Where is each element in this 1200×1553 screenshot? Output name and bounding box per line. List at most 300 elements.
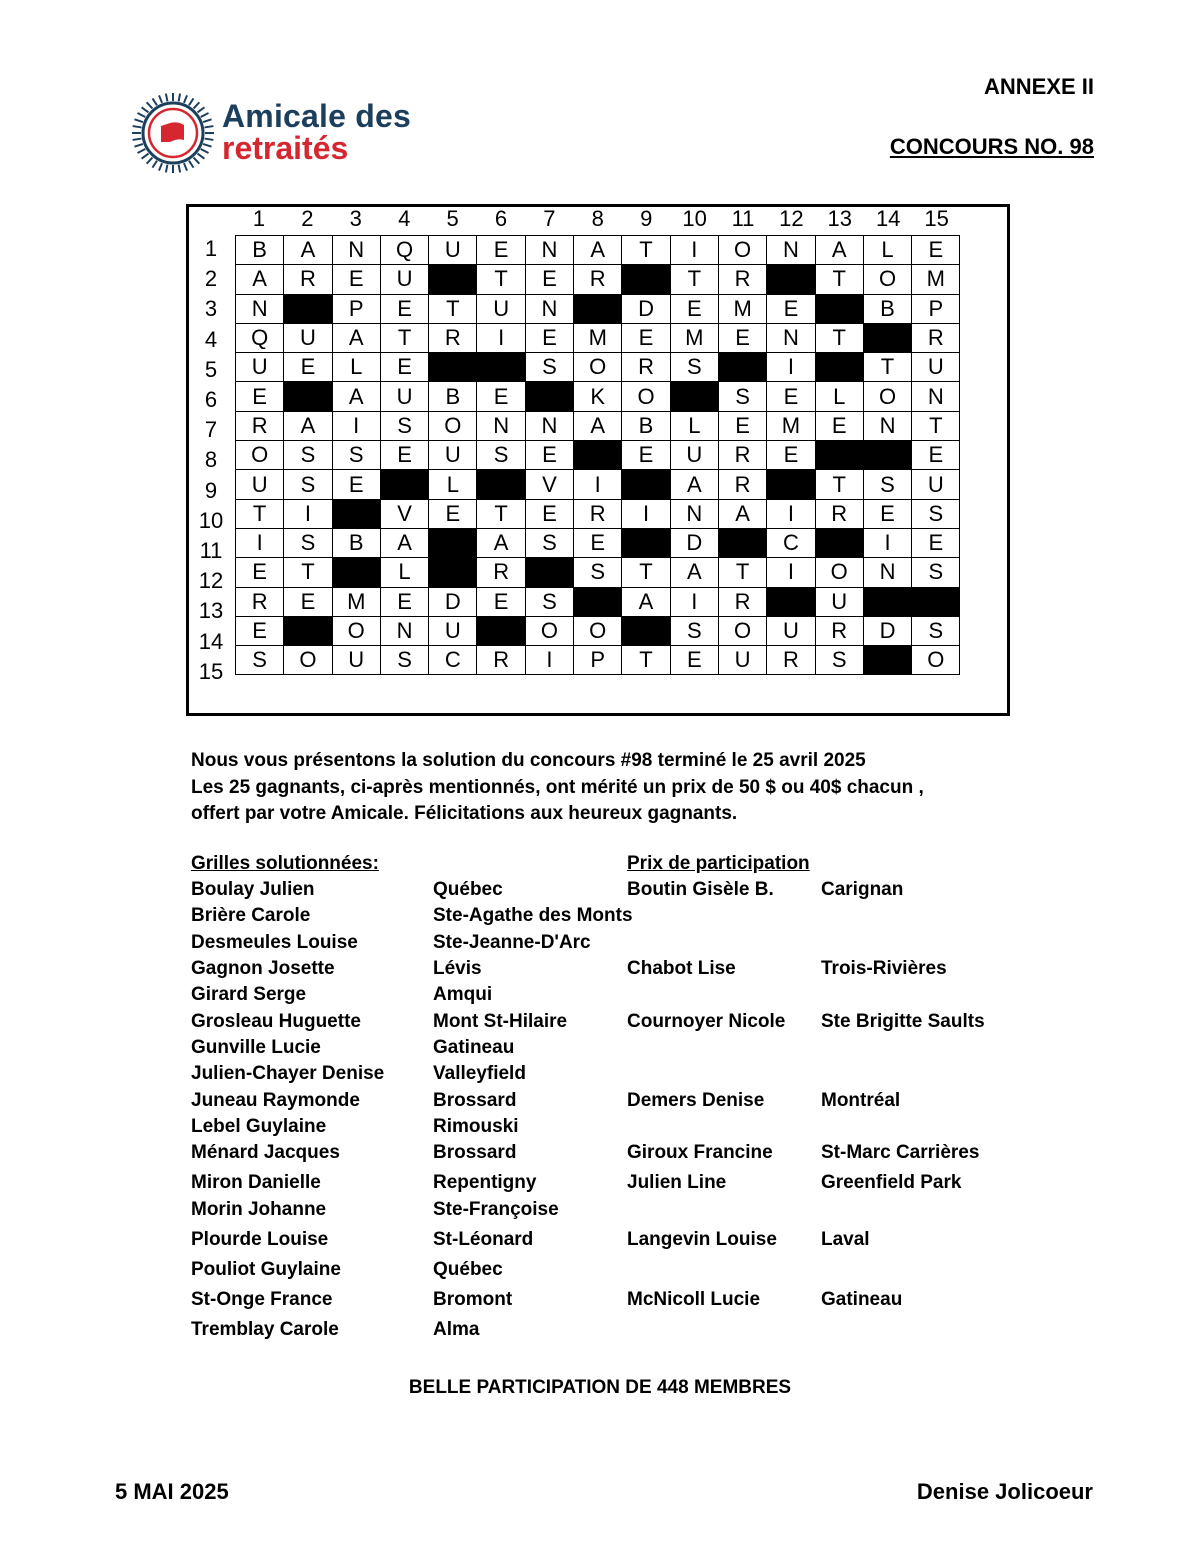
- crossword-letter-cell: N: [525, 294, 573, 323]
- crossword-letter-cell: E: [815, 411, 863, 440]
- crossword-letter-cell: A: [332, 382, 380, 411]
- crossword-letter-cell: R: [718, 265, 766, 294]
- crossword-black-cell: [863, 441, 911, 470]
- crossword-letter-cell: E: [718, 411, 766, 440]
- row-number: 3: [204, 296, 218, 322]
- crossword-letter-cell: I: [670, 236, 718, 265]
- crossword-letter-cell: L: [670, 411, 718, 440]
- crossword-letter-cell: B: [332, 528, 380, 557]
- crossword-black-cell: [525, 382, 573, 411]
- crossword-letter-cell: T: [622, 236, 670, 265]
- crossword-letter-cell: R: [718, 587, 766, 616]
- crossword-black-cell: [332, 558, 380, 587]
- column-number: 4: [398, 206, 411, 231]
- crossword-letter-cell: D: [670, 528, 718, 557]
- crossword-black-cell: [477, 470, 525, 499]
- crossword-letter-cell: R: [574, 499, 622, 528]
- crossword-black-cell: [284, 382, 332, 411]
- crossword-black-cell: [525, 558, 573, 587]
- footer-signature: Denise Jolicoeur: [916, 1479, 1093, 1504]
- crossword-black-cell: [912, 587, 960, 616]
- crossword-letter-cell: T: [718, 558, 766, 587]
- crossword-letter-cell: U: [236, 353, 284, 382]
- footer-date: 5 MAI 2025: [115, 1479, 229, 1504]
- crossword-letter-cell: U: [380, 382, 428, 411]
- crossword-letter-cell: U: [477, 294, 525, 323]
- row-number: 14: [198, 628, 224, 654]
- crossword-letter-cell: T: [380, 323, 428, 352]
- prize-winner-city: Trois-Rivières: [821, 958, 947, 979]
- winner-city: Mont St-Hilaire: [433, 1011, 568, 1032]
- crossword-letter-cell: U: [767, 616, 815, 645]
- crossword-letter-cell: E: [767, 441, 815, 470]
- crossword-letter-cell: R: [718, 441, 766, 470]
- crossword-letter-cell: E: [863, 499, 911, 528]
- crossword-row: [236, 411, 960, 440]
- crossword-letter-cell: A: [284, 236, 332, 265]
- crossword-letter-cell: P: [574, 646, 622, 675]
- crossword-black-cell: [380, 470, 428, 499]
- crossword-letter-cell: I: [622, 499, 670, 528]
- winner-city: Repentigny: [433, 1172, 537, 1193]
- prize-winner-city: Laval: [821, 1229, 870, 1250]
- crossword-letter-cell: O: [525, 616, 573, 645]
- crossword-row: [236, 382, 960, 411]
- crossword-letter-cell: R: [574, 265, 622, 294]
- crossword-letter-cell: E: [236, 558, 284, 587]
- crossword-letter-cell: D: [622, 294, 670, 323]
- crossword-letter-cell: A: [574, 236, 622, 265]
- crossword-letter-cell: N: [767, 236, 815, 265]
- crossword-letter-cell: S: [477, 441, 525, 470]
- crossword-black-cell: [622, 528, 670, 557]
- crossword-letter-cell: S: [284, 441, 332, 470]
- winner-city: Québec: [433, 1259, 503, 1280]
- prize-winner-name: Boutin Gisèle B.: [627, 879, 774, 900]
- row-number: 10: [198, 507, 224, 533]
- crossword-letter-cell: R: [815, 499, 863, 528]
- winner-city: Ste-Françoise: [433, 1199, 559, 1220]
- crossword-black-cell: [574, 587, 622, 616]
- crossword-letter-cell: A: [670, 558, 718, 587]
- crossword-letter-cell: N: [863, 411, 911, 440]
- crossword-black-cell: [863, 587, 911, 616]
- crossword-letter-cell: N: [332, 236, 380, 265]
- crossword-letter-cell: Q: [380, 236, 428, 265]
- winner-name: Gagnon Josette: [191, 958, 335, 979]
- crossword-letter-cell: E: [912, 441, 960, 470]
- winner-city: Amqui: [433, 984, 493, 1005]
- crossword-letter-cell: N: [767, 323, 815, 352]
- crossword-letter-cell: T: [815, 323, 863, 352]
- crossword-letter-cell: R: [718, 470, 766, 499]
- crossword-letter-cell: U: [815, 587, 863, 616]
- crossword-row: [236, 236, 960, 265]
- crossword-letter-cell: T: [429, 294, 477, 323]
- crossword-black-cell: [622, 265, 670, 294]
- crossword-letter-cell: R: [622, 353, 670, 382]
- column-number: 6: [494, 206, 508, 231]
- crossword-row: [236, 528, 960, 557]
- crossword-row: [236, 558, 960, 587]
- crossword-black-cell: [622, 616, 670, 645]
- prize-winner-city: St-Marc Carrières: [821, 1142, 980, 1163]
- crossword-letter-cell: A: [236, 265, 284, 294]
- winner-city: Québec: [433, 879, 503, 900]
- crossword-letter-cell: L: [332, 353, 380, 382]
- crossword-letter-cell: R: [815, 616, 863, 645]
- crossword-letter-cell: S: [863, 470, 911, 499]
- prize-winner-city: Greenfield Park: [821, 1172, 962, 1193]
- crossword-letter-cell: T: [670, 265, 718, 294]
- crossword-letter-cell: I: [525, 646, 573, 675]
- crossword-letter-cell: U: [332, 646, 380, 675]
- crossword-letter-cell: U: [429, 441, 477, 470]
- crossword-letter-cell: S: [380, 646, 428, 675]
- crossword-letter-cell: I: [670, 587, 718, 616]
- crossword-black-cell: [767, 587, 815, 616]
- crossword-letter-cell: S: [525, 528, 573, 557]
- prize-winner-city: Carignan: [821, 879, 904, 900]
- crossword-letter-cell: E: [525, 441, 573, 470]
- prize-winner-name: Giroux Francine: [627, 1142, 773, 1163]
- crossword-letter-cell: S: [236, 646, 284, 675]
- crossword-letter-cell: R: [912, 323, 960, 352]
- crossword-letter-cell: U: [718, 646, 766, 675]
- crossword-letter-cell: I: [284, 499, 332, 528]
- crossword-letter-cell: Q: [236, 323, 284, 352]
- crossword-letter-cell: N: [380, 616, 428, 645]
- crossword-letter-cell: E: [574, 528, 622, 557]
- crossword-row: [236, 323, 960, 352]
- crossword-black-cell: [815, 353, 863, 382]
- row-number: 5: [204, 356, 218, 382]
- crossword-black-cell: [574, 441, 622, 470]
- crossword-letter-cell: T: [284, 558, 332, 587]
- crossword-letter-cell: S: [815, 646, 863, 675]
- crossword-letter-cell: A: [380, 528, 428, 557]
- crossword-letter-cell: E: [622, 323, 670, 352]
- crossword-letter-cell: O: [863, 382, 911, 411]
- crossword-black-cell: [767, 470, 815, 499]
- crossword-letter-cell: P: [332, 294, 380, 323]
- crossword-letter-cell: L: [815, 382, 863, 411]
- prize-winner-name: Chabot Lise: [627, 958, 736, 979]
- crossword-letter-cell: R: [284, 265, 332, 294]
- column-number: 12: [779, 206, 804, 231]
- crossword-letter-cell: L: [429, 470, 477, 499]
- prize-winner-city: Montréal: [821, 1090, 901, 1111]
- row-number: 12: [198, 568, 224, 594]
- crossword-black-cell: [284, 294, 332, 323]
- crossword-letter-cell: E: [332, 470, 380, 499]
- crossword-row: [236, 353, 960, 382]
- annexe-label: ANNEXE II: [983, 74, 1094, 99]
- crossword-letter-cell: T: [477, 265, 525, 294]
- crossword-letter-cell: E: [670, 294, 718, 323]
- crossword-letter-cell: A: [815, 236, 863, 265]
- crossword-letter-cell: N: [236, 294, 284, 323]
- crossword-letter-cell: N: [863, 558, 911, 587]
- winner-city: St-Léonard: [433, 1229, 534, 1250]
- crossword-letter-cell: I: [767, 353, 815, 382]
- prize-winner-city: Ste Brigitte Saults: [821, 1011, 985, 1032]
- crossword-letter-cell: E: [284, 353, 332, 382]
- crossword-letter-cell: E: [525, 323, 573, 352]
- crossword-letter-cell: E: [477, 236, 525, 265]
- crossword-letter-cell: E: [380, 353, 428, 382]
- crossword-letter-cell: V: [380, 499, 428, 528]
- crossword-letter-cell: M: [767, 411, 815, 440]
- crossword-letter-cell: T: [912, 411, 960, 440]
- crossword-letter-cell: A: [622, 587, 670, 616]
- crossword-letter-cell: A: [574, 411, 622, 440]
- crossword-letter-cell: S: [912, 558, 960, 587]
- crossword-letter-cell: T: [477, 499, 525, 528]
- column-number: 15: [924, 206, 949, 231]
- winner-city: Valleyfield: [433, 1063, 526, 1084]
- crossword-letter-cell: D: [863, 616, 911, 645]
- crossword-letter-cell: I: [863, 528, 911, 557]
- crossword-letter-cell: S: [670, 616, 718, 645]
- winner-name: Tremblay Carole: [191, 1319, 339, 1340]
- crossword-letter-cell: E: [670, 646, 718, 675]
- column-number: 2: [301, 206, 314, 231]
- crossword-letter-cell: M: [332, 587, 380, 616]
- crossword-letter-cell: C: [767, 528, 815, 557]
- crossword-letter-cell: A: [670, 470, 718, 499]
- crossword-letter-cell: O: [429, 411, 477, 440]
- crossword-letter-cell: N: [525, 236, 573, 265]
- crossword-black-cell: [718, 528, 766, 557]
- crossword-letter-cell: I: [477, 323, 525, 352]
- crossword-letter-cell: L: [380, 558, 428, 587]
- crossword-letter-cell: O: [236, 441, 284, 470]
- crossword-letter-cell: E: [380, 441, 428, 470]
- row-number: 11: [199, 538, 223, 563]
- intro-line-2: Les 25 gagnants, ci-après mentionnés, ont mérité un prix de 50 $ ou 40$ chacun ,: [191, 776, 924, 798]
- logo-text-amicale: Amicale des: [222, 98, 411, 134]
- crossword-black-cell: [477, 616, 525, 645]
- crossword-letter-cell: R: [429, 323, 477, 352]
- crossword-black-cell: [815, 441, 863, 470]
- crossword-black-cell: [815, 528, 863, 557]
- crossword-letter-cell: E: [429, 499, 477, 528]
- crossword-letter-cell: E: [525, 265, 573, 294]
- crossword-row: [236, 441, 960, 470]
- crossword-letter-cell: P: [912, 294, 960, 323]
- winner-name: Girard Serge: [191, 984, 307, 1005]
- winner-city: Brossard: [433, 1142, 517, 1163]
- crossword-letter-cell: E: [767, 294, 815, 323]
- crossword-letter-cell: N: [477, 411, 525, 440]
- crossword-letter-cell: S: [380, 411, 428, 440]
- prize-winner-name: Julien Line: [627, 1172, 727, 1193]
- crossword-letter-cell: T: [815, 470, 863, 499]
- prize-winner-name: Demers Denise: [627, 1090, 765, 1111]
- crossword-letter-cell: U: [670, 441, 718, 470]
- column-number: 14: [875, 206, 901, 231]
- crossword-letter-cell: I: [574, 470, 622, 499]
- winner-name: Brière Carole: [191, 905, 311, 926]
- prize-winner-city: Gatineau: [821, 1289, 903, 1310]
- crossword-letter-cell: S: [332, 441, 380, 470]
- crossword-letter-cell: I: [767, 499, 815, 528]
- crossword-letter-cell: E: [912, 236, 960, 265]
- row-number: 2: [204, 266, 218, 292]
- column-number: 7: [543, 206, 556, 231]
- winner-name: St-Onge France: [191, 1289, 333, 1310]
- grilles-header: Grilles solutionnées:: [191, 853, 379, 874]
- crossword-letter-cell: O: [912, 646, 960, 675]
- crossword-black-cell: [332, 499, 380, 528]
- crossword-letter-cell: N: [525, 411, 573, 440]
- winner-name: Morin Johanne: [191, 1199, 327, 1220]
- crossword-letter-cell: S: [284, 470, 332, 499]
- crossword-letter-cell: O: [574, 353, 622, 382]
- crossword-letter-cell: E: [912, 528, 960, 557]
- crossword-black-cell: [863, 323, 911, 352]
- crossword-letter-cell: E: [332, 265, 380, 294]
- crossword-letter-cell: A: [284, 411, 332, 440]
- crossword-letter-cell: E: [622, 441, 670, 470]
- winner-city: Rimouski: [433, 1116, 519, 1137]
- crossword-letter-cell: B: [429, 382, 477, 411]
- logo-text-retraites: retraités: [222, 130, 349, 166]
- crossword-letter-cell: T: [622, 646, 670, 675]
- crossword-black-cell: [284, 616, 332, 645]
- row-number: 8: [204, 447, 218, 473]
- crossword-letter-cell: I: [236, 528, 284, 557]
- winner-city: Alma: [433, 1319, 480, 1340]
- crossword-letter-cell: O: [574, 616, 622, 645]
- winner-city: Ste-Agathe des Monts: [433, 905, 633, 926]
- column-number: 3: [349, 206, 362, 231]
- crossword-letter-cell: E: [284, 587, 332, 616]
- crossword-letter-cell: I: [332, 411, 380, 440]
- column-number: 11: [731, 206, 755, 231]
- crossword-letter-cell: A: [477, 528, 525, 557]
- crossword-letter-cell: E: [477, 587, 525, 616]
- crossword-black-cell: [429, 558, 477, 587]
- column-number: 1: [252, 206, 266, 231]
- crossword-letter-cell: E: [380, 294, 428, 323]
- crossword-letter-cell: M: [718, 294, 766, 323]
- winner-city: Gatineau: [433, 1037, 515, 1058]
- crossword-row: [236, 646, 960, 675]
- crossword-black-cell: [863, 646, 911, 675]
- participation-note: BELLE PARTICIPATION DE 448 MEMBRES: [408, 1377, 792, 1398]
- crossword-letter-cell: S: [574, 558, 622, 587]
- winner-name: Miron Danielle: [191, 1172, 321, 1193]
- crossword-letter-cell: U: [912, 470, 960, 499]
- crossword-letter-cell: N: [912, 382, 960, 411]
- crossword-letter-cell: R: [236, 411, 284, 440]
- crossword-letter-cell: E: [477, 382, 525, 411]
- crossword-row: [236, 294, 960, 323]
- winner-name: Pouliot Guylaine: [191, 1259, 341, 1280]
- crossword-letter-cell: S: [284, 528, 332, 557]
- crossword-letter-cell: R: [236, 587, 284, 616]
- crossword-letter-cell: O: [815, 558, 863, 587]
- crossword-letter-cell: R: [477, 646, 525, 675]
- winner-city: Bromont: [433, 1289, 513, 1310]
- crossword-letter-cell: E: [236, 616, 284, 645]
- winner-name: Desmeules Louise: [191, 932, 358, 953]
- prix-header: Prix de participation: [627, 853, 810, 874]
- crossword-black-cell: [622, 470, 670, 499]
- crossword-letter-cell: E: [767, 382, 815, 411]
- prize-winner-name: Cournoyer Nicole: [627, 1011, 786, 1032]
- crossword-letter-cell: I: [767, 558, 815, 587]
- crossword-row: [236, 265, 960, 294]
- crossword-letter-cell: O: [718, 616, 766, 645]
- winner-city: Brossard: [433, 1090, 517, 1111]
- crossword-letter-cell: T: [236, 499, 284, 528]
- crossword-row: [236, 499, 960, 528]
- row-number: 4: [204, 326, 218, 352]
- crossword-letter-cell: V: [525, 470, 573, 499]
- crossword-letter-cell: M: [574, 323, 622, 352]
- crossword-letter-cell: D: [429, 587, 477, 616]
- crossword-black-cell: [429, 353, 477, 382]
- crossword-letter-cell: U: [429, 236, 477, 265]
- crossword-grid: [235, 235, 960, 675]
- crossword-letter-cell: U: [912, 353, 960, 382]
- column-number: 9: [640, 206, 653, 231]
- amicale-logo-emblem: [128, 92, 218, 174]
- crossword-letter-cell: T: [815, 265, 863, 294]
- row-number: 15: [198, 658, 224, 684]
- crossword-letter-cell: U: [236, 470, 284, 499]
- crossword-letter-cell: L: [863, 236, 911, 265]
- crossword-letter-cell: M: [670, 323, 718, 352]
- crossword-letter-cell: B: [863, 294, 911, 323]
- row-number: 1: [204, 236, 218, 261]
- intro-line-3: offert par votre Amicale. Félicitations aux heureux gagnants.: [191, 803, 738, 824]
- intro-line-1: Nous vous présentons la solution du concours #98 terminé le 25 avril 2025: [191, 750, 866, 771]
- crossword-letter-cell: S: [525, 353, 573, 382]
- crossword-letter-cell: O: [863, 265, 911, 294]
- crossword-black-cell: [815, 294, 863, 323]
- crossword-black-cell: [718, 353, 766, 382]
- crossword-letter-cell: C: [429, 646, 477, 675]
- crossword-letter-cell: K: [574, 382, 622, 411]
- winner-city: Lévis: [433, 958, 482, 979]
- crossword-letter-cell: A: [332, 323, 380, 352]
- crossword-black-cell: [670, 382, 718, 411]
- crossword-letter-cell: O: [718, 236, 766, 265]
- winner-name: Boulay Julien: [191, 879, 315, 900]
- crossword-letter-cell: U: [284, 323, 332, 352]
- intro-text: [191, 748, 924, 828]
- crossword-letter-cell: E: [236, 382, 284, 411]
- winner-name: Gunville Lucie: [191, 1037, 321, 1058]
- crossword-letter-cell: R: [477, 558, 525, 587]
- crossword-letter-cell: A: [718, 499, 766, 528]
- crossword-letter-cell: N: [670, 499, 718, 528]
- prize-winner-name: McNicoll Lucie: [627, 1289, 761, 1310]
- crossword-black-cell: [574, 294, 622, 323]
- crossword-row: [236, 470, 960, 499]
- row-number: 6: [204, 387, 218, 412]
- crossword-black-cell: [477, 353, 525, 382]
- crossword-letter-cell: S: [912, 616, 960, 645]
- crossword-letter-cell: S: [912, 499, 960, 528]
- crossword-letter-cell: S: [525, 587, 573, 616]
- winner-name: Plourde Louise: [191, 1229, 329, 1250]
- crossword-letter-cell: O: [332, 616, 380, 645]
